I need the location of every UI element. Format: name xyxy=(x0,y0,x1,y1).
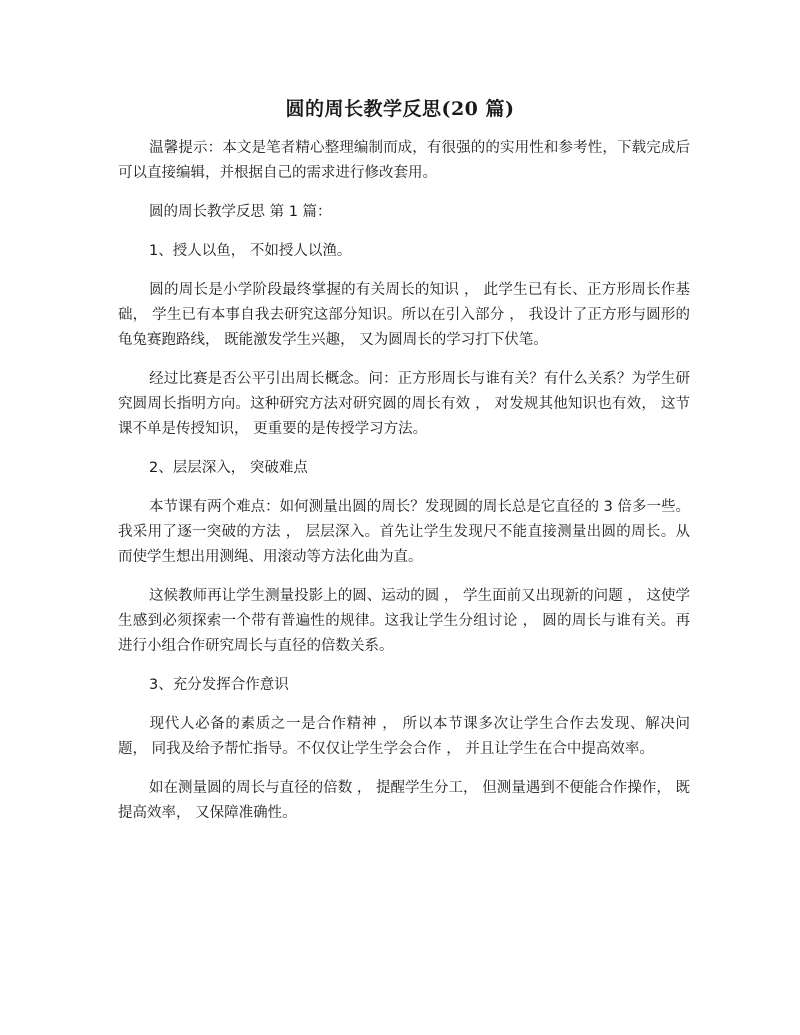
paragraph-heading-2 xyxy=(118,456,690,481)
paragraph-text: 现代人必备的素质之一是合作精神 ， 所以本节课多次让学生合作去发现、解决问题， 同我及给予帮忙指导。不仅仅让学生学会合作 ， 并且让学生在合中提高效率。 xyxy=(118,716,690,757)
paragraph-text: 圆的周长教学反思 第 1 篇： xyxy=(149,204,332,220)
paragraph xyxy=(118,712,690,762)
paragraph-text: 这候教师再让学生测量投影上的圆、运动的圆 ， 学生面前又出现新的问题 ， 这使学生感到必须探索一个带有普遍性的规律。这我让学生分组讨论 ， 圆的周长与谁有关。再进行小组合作研究周长与直径的倍数关系。 xyxy=(118,588,690,654)
paragraph-text: 1、授人以鱼， 不如授人以渔。 xyxy=(149,243,352,259)
paragraph-text: 温馨提示：本文是笔者精心整理编制而成，有很强的的实用性和参考性，下载完成后可以直接编辑，并根据自己的需求进行修改套用。 xyxy=(118,140,690,181)
paragraph xyxy=(118,495,690,570)
paragraph xyxy=(118,584,690,659)
paragraph-text: 2、层层深入， 突破难点 xyxy=(149,460,308,476)
paragraph-text: 本节课有两个难点：如何测量出圆的周长？发现圆的周长总是它直径的 3 倍多一些。我采用了逐一突破的方法 ， 层层深入。首先让学生发现尺不能直接测量出圆的周长。从而使学生想出用测绳、用滚动等方法化曲为直。 xyxy=(118,499,690,565)
paragraph-heading-1 xyxy=(118,239,690,264)
paragraph xyxy=(118,278,690,353)
paragraph-text: 如在测量圆的周长与直径的倍数 ， 提醒学生分工， 但测量遇到不便能合作操作， 既提高效率， 又保障准确性。 xyxy=(118,780,690,821)
paragraph-text: 圆的周长是小学阶段最终掌握的有关周长的知识 ， 此学生已有长、正方形周长作基础， 学生已有本事自我去研究这部分知识。所以在引入部分 ， 我设计了正方形与圆形的龟兔赛跑路线， 既能激发学生兴趣， 又为圆周长的学习打下伏笔。 xyxy=(118,282,690,348)
paragraph-text: 3、充分发挥合作意识 xyxy=(149,677,289,693)
paragraph-heading-3 xyxy=(118,673,690,698)
document-body xyxy=(118,136,690,840)
document-title: 圆的周长教学反思(20 篇) xyxy=(285,98,515,120)
paragraph xyxy=(118,367,690,442)
paragraph-text: 经过比赛是否公平引出周长概念。问：正方形周长与谁有关？有什么关系？为学生研究圆周长指明方向。这种研究方法对研究圆的周长有效 ， 对发规其他知识也有效， 这节课不单是传授知识， 更重要的是传授学习方法。 xyxy=(118,371,690,437)
paragraph-section-heading xyxy=(118,200,690,225)
paragraph xyxy=(118,776,690,826)
paragraph-tip xyxy=(118,136,690,186)
